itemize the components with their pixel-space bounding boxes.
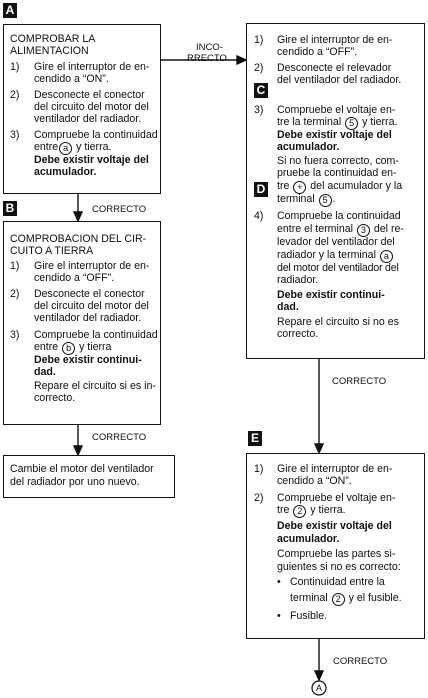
correcto-label-e-a: CORRECTO — [333, 656, 388, 667]
box-e-step-2-note-2: guientes si no es correcto: — [277, 561, 401, 573]
box-c-step-1-num: 1) — [254, 34, 264, 46]
box-e-step-2-bold-1: Debe existir voltaje del — [277, 520, 392, 532]
box-e-step-2-bold-2: acumulador. — [277, 533, 340, 545]
box-b-title-2: CUITO A TIERRA — [10, 245, 94, 257]
terminal-2-icon: 2 — [332, 593, 345, 606]
box-e-step-1-num: 1) — [254, 463, 264, 475]
box-e-bullet-1-l2b: y el fusible. — [348, 592, 402, 604]
box-a-step-3-bold-1: Debe existir voltaje del — [34, 154, 149, 166]
box-c-step-2-l2: del ventilador del radiador. — [277, 74, 402, 86]
box-c-step-4-note-1: Repare el circuito si no es — [277, 316, 399, 328]
box-c-step-3-note-4a: terminal — [277, 193, 315, 205]
correcto-label-ab: CORRECTO — [92, 204, 147, 215]
correcto-label-c-e: CORRECTO — [332, 376, 387, 387]
box-c-step-4-l2b: del re- — [373, 223, 404, 235]
box-b-step-3-note-2: correcto. — [34, 392, 76, 404]
battery-positive-icon: + — [293, 181, 306, 194]
box-a-step-3-num: 3) — [10, 129, 20, 141]
box-a-step-2-l1: Desconecte el conector — [34, 89, 145, 101]
incorrecto-label-2: RRECTO — [187, 53, 227, 64]
bullet-icon: • — [277, 576, 281, 588]
box-b-step-3-l1: Compruebe la continuidad — [34, 329, 158, 341]
box-c-step-4-l6: radiador. — [277, 274, 319, 286]
box-b-step-2-l2: del circuito del motor del — [34, 300, 149, 312]
box-c-step-3-note-3 — [277, 180, 402, 194]
terminal-b-small-icon: b — [62, 342, 75, 355]
box-c-step-3-l1: Compruebe el voltaje en- — [277, 104, 396, 116]
box-a-title-1: COMPROBAR LA — [10, 33, 96, 45]
box-a-title-2: ALIMENTACION — [10, 45, 89, 57]
box-replace-motor-l1: Cambie el motor del ventilador — [10, 463, 154, 475]
box-c-step-3-note-2: pruebe la continuidad en- — [277, 167, 397, 179]
box-c-step-4-num: 4) — [254, 210, 264, 222]
box-b-step-3-l2 — [34, 341, 111, 355]
box-b-step-1-num: 1) — [10, 260, 20, 272]
terminal-2-icon: 2 — [293, 505, 306, 518]
box-e-step-2-num: 2) — [254, 492, 264, 504]
box-b-step-1-l1: Gire el interruptor de en- — [34, 260, 150, 272]
tag-c: C — [254, 83, 268, 98]
box-c-step-3-note-3b: del acumulador y la — [310, 180, 403, 192]
box-c-step-3-note-4 — [277, 193, 336, 207]
box-e-step-2-note-1: Compruebe las partes si- — [277, 548, 396, 560]
box-c-step-1-l2: cendido a “OFF”. — [277, 46, 358, 58]
box-c-step-4-note-2: correcto. — [277, 328, 319, 340]
box-a-step-2-l2: del circuito del motor del — [34, 101, 149, 113]
box-b-step-3-bold-2: dad. — [34, 366, 56, 378]
box-c-step-4-l2 — [277, 223, 404, 237]
box-c-step-4-bold-2: dad. — [277, 301, 299, 313]
box-c-step-3-bold-1: Debe existir voltaje del — [277, 129, 392, 141]
terminal-5-icon: 5 — [319, 194, 332, 207]
box-e-step-2-l2 — [277, 504, 346, 518]
box-b-step-3-note-1: Repare el circuito si es in- — [34, 380, 156, 392]
correcto-label-b-final: CORRECTO — [92, 432, 147, 443]
box-e-bullet-1-l2 — [290, 592, 402, 606]
box-b-step-3-bold-1: Debe existir continui- — [34, 354, 142, 366]
box-e-step-2-l2a: tre — [277, 504, 290, 516]
box-c-step-2-l1: Desconecte el relevador — [277, 62, 392, 74]
terminal-a-label: A — [315, 683, 322, 693]
box-c-step-1-l1: Gire el interruptor de en- — [277, 34, 393, 46]
box-a-step-1-num: 1) — [10, 61, 20, 73]
tag-b: B — [3, 201, 17, 216]
box-a-step-3-l2b: y tierra. — [76, 141, 112, 153]
terminal-3-icon: 3 — [357, 224, 370, 237]
box-b-step-2-l3: ventilador del radiador. — [34, 312, 142, 324]
box-c-step-3-num: 3) — [254, 104, 264, 116]
box-b-step-3-num: 3) — [10, 329, 20, 341]
tag-d: D — [254, 182, 268, 197]
box-a-step-2-num: 2) — [10, 89, 20, 101]
box-e-step-2-l2b: y tierra. — [310, 504, 346, 516]
box-a-step-3-bold-2: acumulador. — [34, 166, 97, 178]
box-c-step-3-l2a: tre la terminal — [277, 116, 342, 128]
box-b-step-3-l2b: y tierra — [79, 341, 112, 353]
bullet-icon: • — [277, 610, 281, 622]
box-b-step-2-l1: Desconecte el conector — [34, 288, 145, 300]
box-b-step-1-l2: cendido a “OFF”. — [34, 272, 115, 284]
box-c-step-4-l3: levador del ventilador del — [277, 236, 395, 248]
tag-e: E — [248, 431, 262, 446]
box-e-step-1-l2: cendido a “ON”. — [277, 475, 352, 487]
box-b-step-3-l2a: entre — [34, 341, 59, 353]
box-c-step-3-l2b: y tierra. — [362, 116, 398, 128]
box-b-step-2-num: 2) — [10, 288, 20, 300]
box-c-step-4-l2a: entre el terminal — [277, 223, 353, 235]
box-a-step-3-l1: Compruebe la continuidad — [34, 129, 158, 141]
box-c-step-2-num: 2) — [254, 62, 264, 74]
box-c-step-3-note-4b: . — [332, 193, 336, 205]
terminal-a-small-icon: a — [59, 142, 72, 155]
box-e-step-2-l1: Compruebe el voltaje en- — [277, 492, 396, 504]
box-replace-motor-l2: del radiador por uno nuevo. — [10, 476, 140, 488]
box-a-step-2-l3: ventilador del radiador. — [34, 113, 142, 125]
terminal-5-icon: 5 — [345, 117, 358, 130]
box-c-step-4-l4 — [277, 249, 394, 263]
box-c-step-3-l2 — [277, 116, 397, 130]
box-e-step-1-l1: Gire el interruptor de en- — [277, 463, 393, 475]
box-e-bullet-1-l2a: terminal — [290, 592, 328, 604]
tag-a: A — [3, 3, 17, 18]
box-b-title-1: COMPROBACION DEL CIR- — [10, 233, 147, 245]
box-c-step-4-l4a: radiador y la terminal — [277, 249, 376, 261]
box-a-step-3-l2 — [34, 141, 111, 155]
box-e-bullet-1-l1: Continuidad entre la — [290, 576, 385, 588]
box-a-step-3-l2a: entre — [34, 141, 59, 153]
terminal-a-icon: a — [380, 250, 393, 263]
box-c-step-4-l5: del motor del ventilador del — [277, 262, 399, 274]
box-a-step-1-l2: cendido a “ON”. — [34, 73, 109, 85]
box-c-step-3-note-3a: tre — [277, 180, 290, 192]
box-c-step-4-bold-1: Debe existir continui- — [277, 289, 385, 301]
incorrecto-label-1: INCO- — [196, 42, 223, 53]
box-c-step-3-note-1: Si no fuera correcto, com- — [277, 155, 399, 167]
box-a-step-1-l1: Gire el interruptor de en- — [34, 61, 150, 73]
box-e-bullet-2: Fusible. — [290, 610, 328, 622]
box-c-step-4-l1: Compruebe la continuidad — [277, 210, 401, 222]
box-c-step-3-bold-2: acumulador. — [277, 141, 340, 153]
